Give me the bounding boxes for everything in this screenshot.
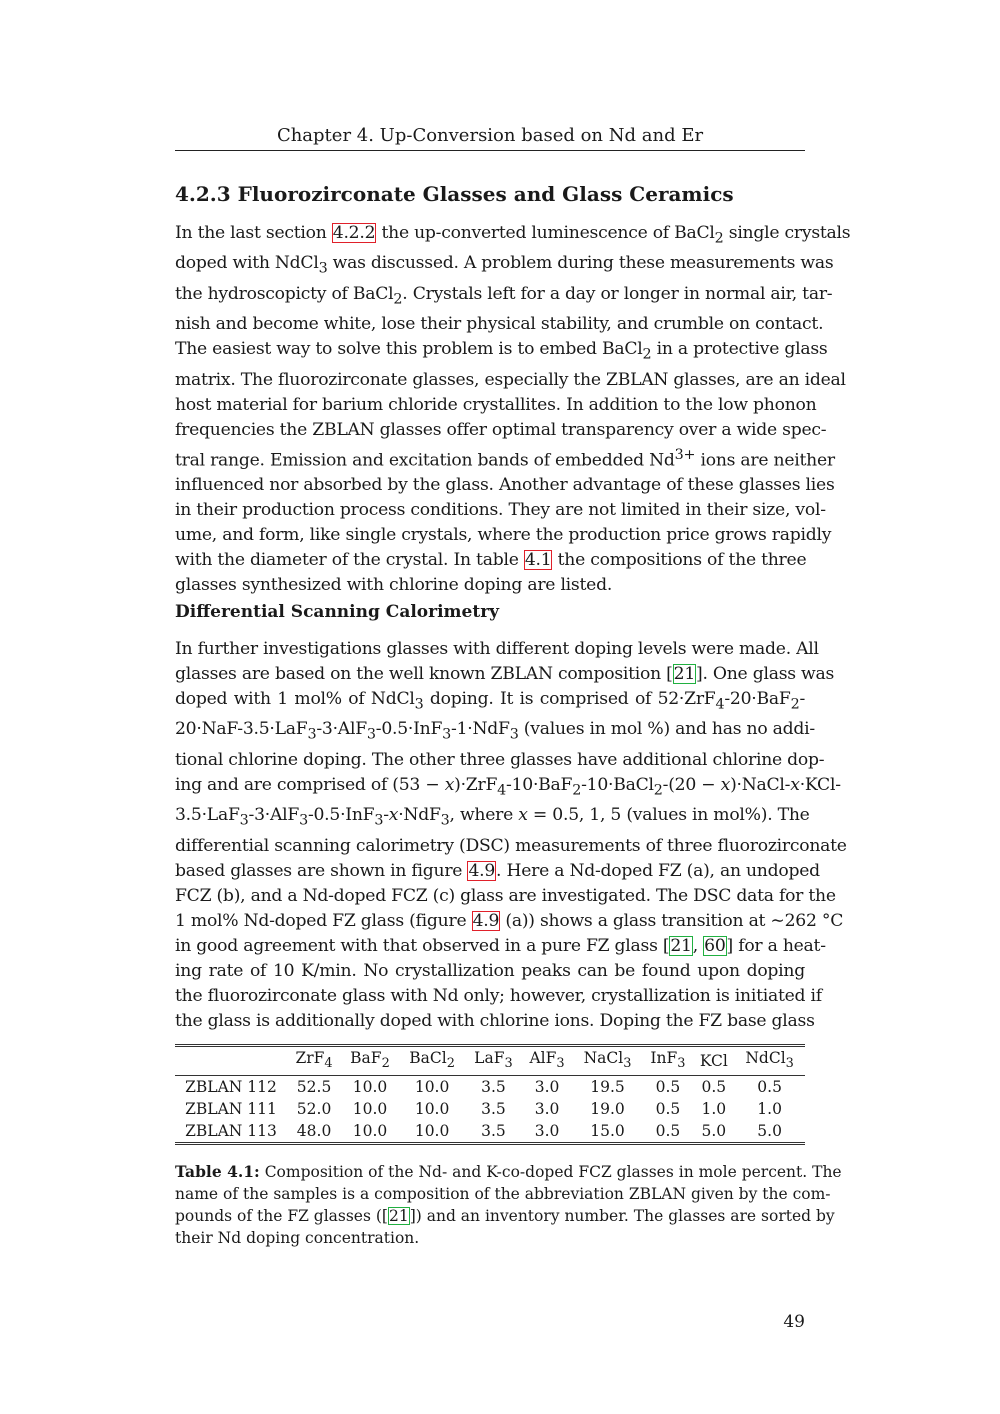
subsection-heading: Differential Scanning Calorimetry [175,602,500,622]
column-header: KCl [693,1046,734,1076]
table-cell: 5.0 [701,1122,727,1141]
table-cell: 19.0 [590,1100,625,1119]
table-4-1-link[interactable]: 4.1 [524,550,552,571]
column-header: ZrF$_4$ [287,1046,341,1076]
citation-21-link-2[interactable]: 21 [670,935,692,956]
dsc-paragraph: In further investigations glasses with different doping levels were made. All glasses are based on the well known ZBLAN composition [21]. One glass was doped with 1 mol% of NdCl$_3$ doping. It is comprised of 52·ZrF$_4$-20·BaF$_2$- 20·NaF-3.5·LaF$_3$-3·AlF$_3$-0.5·InF$_3$-1·NdF$_3$ (values in mol %) and has no addi- tional chlorine doping. The other three glasses have additional chlorine dop- ing and are comprised of (53 − x)·ZrF$_4$-10·BaF$_2$-10·BaCl$_2$-(20 − x)·NaCl-x·KCl- 3.5·LaF$_3$-3·AlF$_3$-0.5·InF$_3$-x·NdF$_3$, where x = 0.5, 1, 5 (values in mol%). The differential scanning calorimetry (DSC) measurements of three fluorozirconate based glasses are shown in figure 4.9. Here a Nd-doped FZ (a), an undoped FCZ (b), and a Nd-doped FCZ (c) glass are investigated. The DSC data for the 1 mol% Nd-doped FZ glass (figure 4.9 (a)) shows a glass transition at ∼262 °C in good agreement with that observed in a pure FZ glass [21, 60] for a heat- ing rate of 10 K/min. No crystallization peaks can be found upon doping the fluorozirconate glass with Nd only; however, crystallization is initiated if the glass is additionally doped with chlorine ions. Doping the FZ base glass [175,639,847,1031]
table-row [175,1098,805,1120]
table-header-row [175,1046,805,1076]
column-header: InF$_3$ [642,1046,693,1076]
table-cell: 3.0 [534,1078,560,1097]
table-cell: 10.0 [414,1122,450,1141]
table-cell: 3.5 [481,1100,506,1119]
composition-table-container [175,1044,805,1145]
table-cell: 15.0 [590,1122,625,1141]
column-header: AlF$_3$ [521,1046,572,1076]
table-cell: 10.0 [352,1100,388,1119]
composition-table [175,1044,805,1145]
page-number: 49 [783,1312,805,1332]
table-cell: 10.0 [414,1100,450,1119]
intro-paragraph: In the last section 4.2.2 the up-converted luminescence of BaCl$_2$ single crystals doped with NdCl$_3$ was discussed. A problem during these measurements was the hydroscopicty of BaCl$_2$. Crystals left for a day or longer in normal air, tar- nish and become white, lose their physical stability, and crumble on contact. The easiest way to solve this problem is to embed BaCl$_2$ in a protective glass matrix. The fluorozirconate glasses, especially the ZBLAN glasses, are an ideal host material for barium chloride crystallites. In addition to the low phonon frequencies the ZBLAN glasses offer optimal transparency over a wide spec- tral range. Emission and excitation bands of embedded $Nd^{3+}$ ions are neither influenced nor absorbed by the glass. Another advantage of these glasses lies in their production process conditions. They are not limited in their size, vol- ume, and form, like single crystals, where the production price grows rapidly with the diameter of the crystal. In table 4.1 the compositions of the three glasses synthesized with chlorine doping are listed. [175,223,851,596]
table-cell: 10.0 [414,1078,450,1097]
row-label: ZBLAN 113 [185,1122,277,1141]
column-header: NaCl$_3$ [573,1046,643,1076]
table-cell: 0.5 [757,1078,782,1097]
table-cell: 3.0 [534,1122,560,1141]
column-header: BaF$_2$ [341,1046,399,1076]
table-cell: 3.0 [534,1100,560,1119]
table-cell: 1.0 [701,1100,727,1119]
table-cell: 0.5 [655,1078,681,1097]
column-header [175,1046,287,1076]
citation-21-link[interactable]: 21 [673,664,696,684]
table-cell: 0.5 [655,1100,681,1119]
section-heading: 4.2.3 Fluorozirconate Glasses and Glass Ceramics [175,182,734,206]
table-row [175,1120,805,1144]
running-header: Chapter 4. Up-Conversion based on Nd and Er [175,124,805,151]
caption-label: Table 4.1: [175,1162,260,1181]
table-cell: 0.5 [655,1122,681,1141]
column-header: NdCl$_3$ [734,1046,805,1076]
table-caption: Table 4.1: Composition of the Nd- and K-co-doped FCZ glasses in mole percent. The name of the samples is a composition of the abbreviation ZBLAN given by the com- pounds of the FZ glasses ([21]) and an inventory number. The glasses are sorted by their Nd doping concentration. [175,1162,842,1247]
figure-4-9-link[interactable]: 4.9 [468,860,496,881]
row-label: ZBLAN 111 [185,1100,277,1119]
table-cell: 10.0 [352,1122,388,1141]
table-cell: 52.0 [296,1100,332,1119]
figure-4-9-link-2[interactable]: 4.9 [472,910,500,931]
table-cell: 19.5 [590,1078,625,1097]
column-header: LaF$_3$ [465,1046,521,1076]
table-cell: 1.0 [757,1100,782,1119]
table-cell: 0.5 [701,1078,727,1097]
section-4-2-2-link[interactable]: 4.2.2 [332,223,376,243]
citation-60-link[interactable]: 60 [704,935,726,956]
table-cell: 5.0 [757,1122,782,1141]
caption-citation-21-link[interactable]: 21 [388,1207,409,1225]
table-cell: 52.5 [296,1078,332,1097]
table-cell: 3.5 [481,1078,506,1097]
table-cell: 10.0 [352,1078,388,1097]
table-row [175,1076,805,1099]
column-header: BaCl$_2$ [399,1046,466,1076]
row-label: ZBLAN 112 [185,1078,277,1097]
table-cell: 3.5 [481,1122,506,1141]
table-cell: 48.0 [296,1122,332,1141]
